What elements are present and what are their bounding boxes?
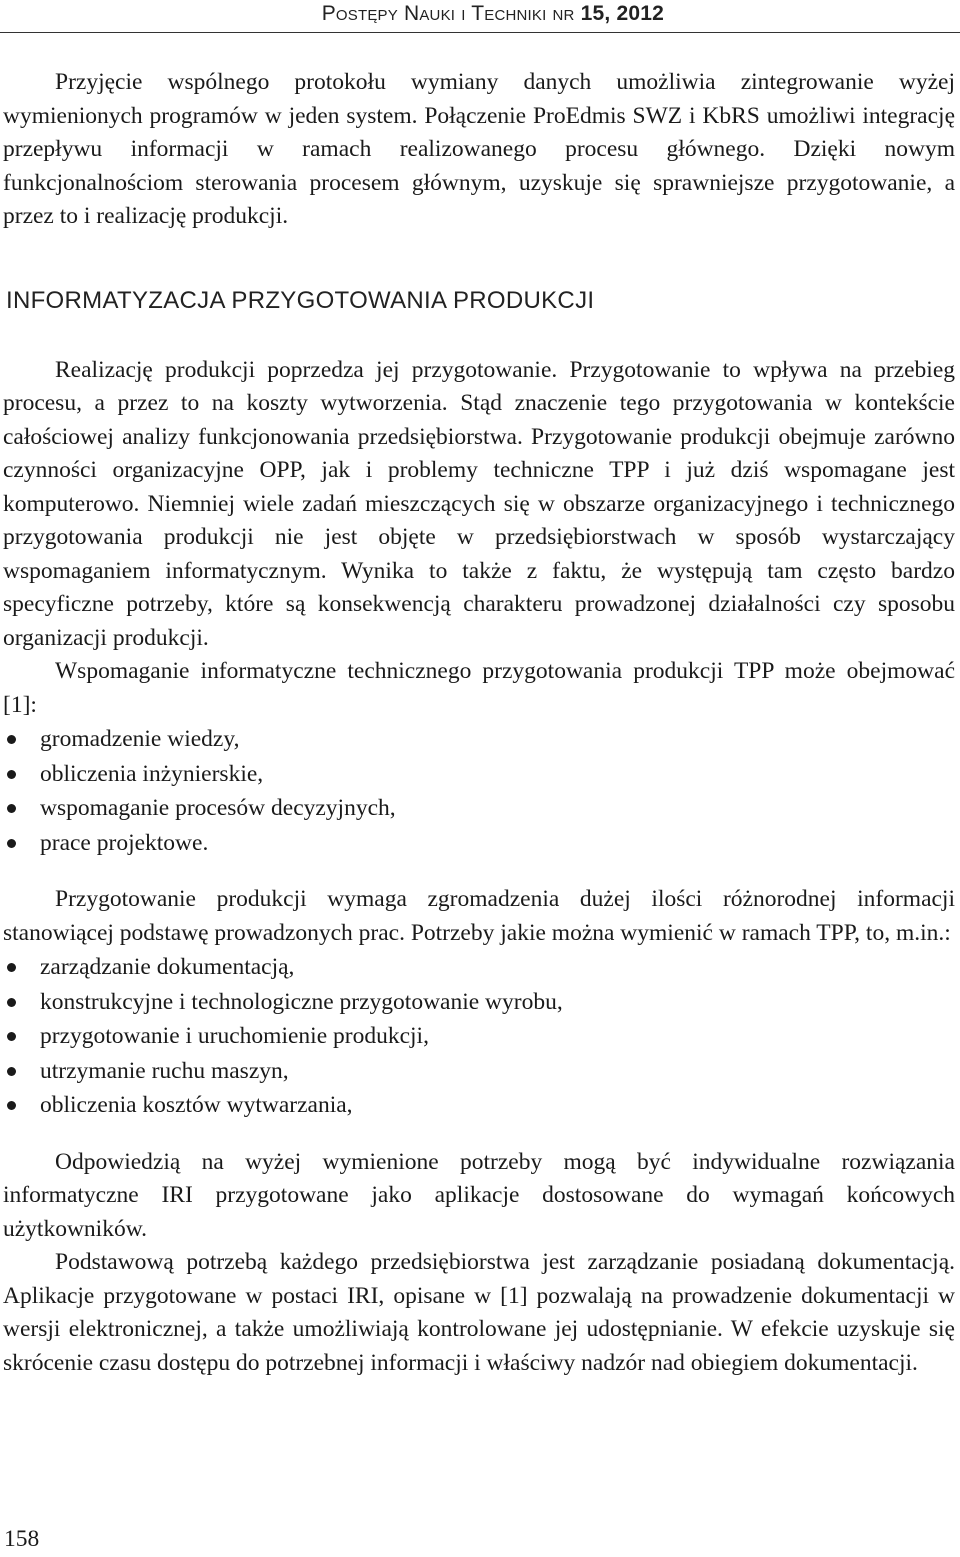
paragraph-dokumentacja: Podstawową potrzebą każdego przedsiębiorstwa jest zarządzanie posiadaną dokumentacją. Aplikacje przygotowane w postaci IRI, opisane w [1] pozwalają na prowadzenie dokumentacji w wersji elektronicznej, a także umożliwiają kontrolowane jej udostępnianie. W efekcie uzyskuje się skrócenie czasu dostępu do potrzebnej informacji i właściwy nadzór nad obiegiem dokumentacji. bbox=[3, 1249, 955, 1376]
journal-title: Postępy Nauki i Techniki nr bbox=[321, 2, 575, 25]
list-item: prace projektowe. bbox=[3, 826, 955, 861]
list-item: wspomaganie procesów decyzyjnych, bbox=[3, 791, 955, 826]
journal-issue: 15, 2012 bbox=[580, 2, 664, 25]
intro-paragraph: Przyjęcie wspólnego protokołu wymiany danych umożliwia zintegrowanie wyżej wymienionych programów w jeden system. Połączenie ProEdmis SWZ i KbRS umożliwi integrację przepływu informacji w ramach realizowanego procesu głównego. Dzięki nowym funkcjonalnościom sterowania procesem głównym, uzyskuje się sprawniejsze przygotowanie, a przez to i realizację produkcji. bbox=[3, 69, 955, 229]
bullet-icon bbox=[7, 804, 16, 813]
paragraph-wspomaganie: Wspomaganie informatyczne technicznego przygotowania produkcji TPP może obejmować [1]: bbox=[3, 658, 955, 718]
tpp-support-list bbox=[3, 722, 955, 860]
bullet-icon bbox=[7, 839, 16, 848]
list-item: obliczenia kosztów wytwarzania, bbox=[3, 1088, 955, 1123]
bullet-icon bbox=[7, 963, 16, 972]
bullet-icon bbox=[7, 735, 16, 744]
page-body bbox=[3, 66, 955, 1380]
header-rule bbox=[0, 32, 960, 33]
page-number: 158 bbox=[4, 1526, 40, 1552]
list-item: gromadzenie wiedzy, bbox=[3, 722, 955, 757]
list-item: konstrukcyjne i technologiczne przygotowanie wyrobu, bbox=[3, 985, 955, 1020]
spacer bbox=[3, 860, 955, 883]
running-header bbox=[322, 2, 664, 26]
bullet-icon bbox=[7, 998, 16, 1007]
list-item: zarządzanie dokumentacją, bbox=[3, 950, 955, 985]
paragraph-odpowiedzia: Odpowiedzią na wyżej wymienione potrzeby mogą być indywidualne rozwiązania informatyczne IRI przygotowane jako aplikacje dostosowane do wymagań końcowych użytkowników. bbox=[3, 1148, 955, 1242]
bullet-icon bbox=[7, 1101, 16, 1110]
paragraph-realizacja: Realizację produkcji poprzedza jej przygotowanie. Przygotowanie to wpływa na przebieg procesu, a przez to na koszty wytworzenia. Stąd znaczenie tego przygotowania w kontekście całościowej analizy funkcjonowania przedsiębiorstwa. Przygotowanie produkcji obejmuje zarówno czynności organizacyjne OPP, jak i problemy techniczne TPP i już dziś wspomagane jest komputerowo. Niemniej wiele zadań mieszczących się w obszarze organizacyjnego i technicznego przygotowania produkcji nie jest objęte w przedsiębiorstwach w sposób wystarczający wspomaganiem informatycznym. Wynika to także z faktu, że występują tam często bardzo specyficzne potrzeby, które są konsekwencją charakteru prowadzonej działalności czy sposobu organizacji produkcji. bbox=[3, 356, 955, 651]
bullet-icon bbox=[7, 1032, 16, 1041]
bullet-icon bbox=[7, 770, 16, 779]
list-item: obliczenia inżynierskie, bbox=[3, 757, 955, 792]
spacer bbox=[3, 1123, 955, 1146]
paragraph-potrzeby: Przygotowanie produkcji wymaga zgromadzenia dużej ilości różnorodnej informacji stanowiącej podstawę prowadzonych prac. Potrzeby jakie można wymienić w ramach TPP, to, m.in.: bbox=[3, 886, 955, 946]
list-item: przygotowanie i uruchomienie produkcji, bbox=[3, 1019, 955, 1054]
bullet-icon bbox=[7, 1067, 16, 1076]
section-heading: INFORMATYZACJA PRZYGOTOWANIA PRODUKCJI bbox=[6, 286, 595, 314]
list-item: utrzymanie ruchu maszyn, bbox=[3, 1054, 955, 1089]
tpp-needs-list bbox=[3, 950, 955, 1123]
